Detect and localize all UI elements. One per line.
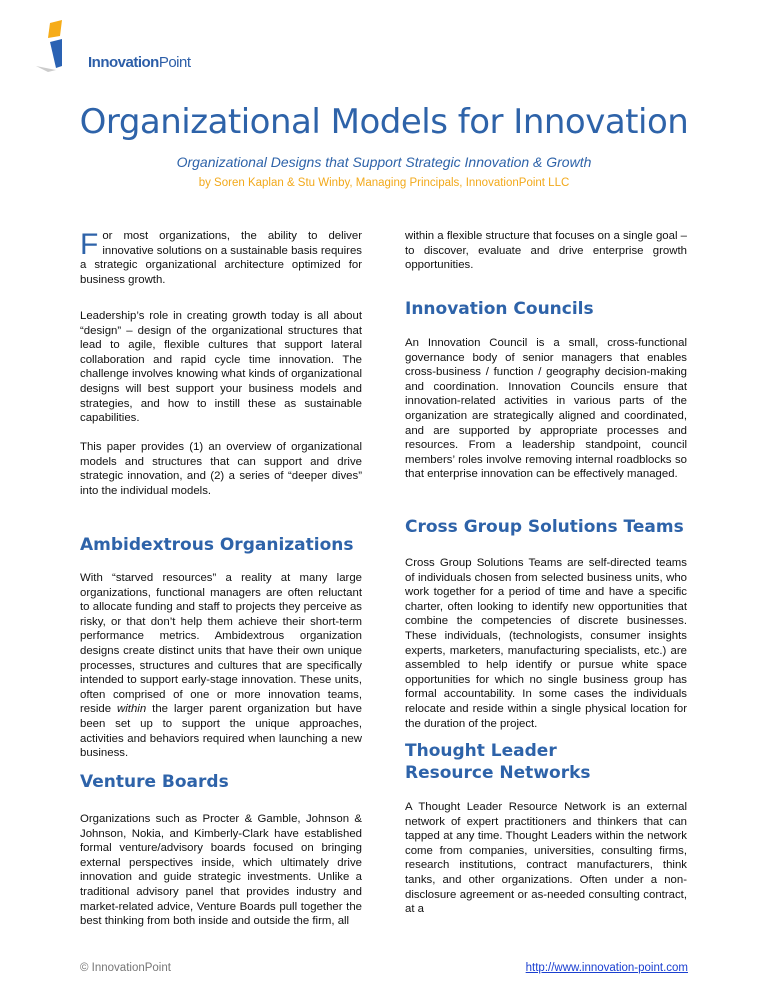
heading-cross-group: Cross Group Solutions Teams xyxy=(405,517,684,537)
venture-boards-continued: within a flexible structure that focuses on a single goal – to discover, evaluate and drive enterprise growth opportunities. xyxy=(405,230,687,272)
subtitle: Organizational Designs that Support Strategic Innovation & Growth xyxy=(176,154,592,170)
heading-thought-leader: Thought Leader Resource Networks xyxy=(405,741,591,783)
heading-ambidextrous: Ambidextrous Organizations xyxy=(80,535,354,555)
footer-website-link[interactable]: http://www.innovation-point.com xyxy=(525,962,688,974)
drop-cap: F xyxy=(80,228,99,261)
intro-paragraph-1: For most organizations, the ability to deliver innovative solutions on a sustainable basis requires a strategic organizational architecture optimized for business growth. xyxy=(80,228,362,286)
thought-leader-body: A Thought Leader Resource Network is an external network of expert practitioners and thinkers that can tapped at any time. Thought Leaders within the network come from companies, universities, consulting firms, research institutions, contract manufacturers, think tanks, and other organizations. Often under a non-disclosure agreement or as-needed consulting contract, at a xyxy=(405,801,687,916)
innovation-councils-body: An Innovation Council is a small, cross-functional governance body of senior managers that enables cross-business / function / geography decision-making and coordination. Innovation Councils ensure that innovation-related activities in various parts of the organization are strategically aligned and coordinated, and are supported by appropriate processes and resources. From a leadership standpoint, council members’ roles involve removing internal roadblocks so that enterprise innovation can be effectively managed. xyxy=(405,337,687,481)
footer-copyright: © InnovationPoint xyxy=(80,962,171,974)
logo-mark-icon xyxy=(30,18,90,78)
cross-group-body: Cross Group Solutions Teams are self-directed teams of individuals chosen from selected business units, who work together for a period of time and have a specific charter, often looking to identify new opportunities that combine the competencies of discrete businesses. These individuals, (technologists, consumer insights experts, marketers, manufacturing specialists, etc.) are assembled to help identify or pursue white space opportunities for which no single business group has formal accountability. In some cases the individuals relocate and reside within a single physical location for the duration of the project. xyxy=(405,557,687,730)
ambidextrous-body: With “starved resources” a reality at many large organizations, functional managers are often reluctant to allocate funding and staff to projects they perceive as risky, or that don’t help them achieve their short-term performance metrics. Ambidextrous organization designs create distinct units that have their own unique processes, structures and cultures that are specifically intended to support early-stage innovation. These units, often comprised of one or more innovation teams, reside within the larger parent organization but have been set up to support the unique approaches, activities and behaviors required when launching a new business. xyxy=(80,572,362,760)
logo-wordmark: InnovationPoint xyxy=(88,54,191,71)
byline: by Soren Kaplan & Stu Winby, Managing Principals, InnovationPoint LLC xyxy=(198,177,570,189)
innovationpoint-logo xyxy=(30,18,200,78)
heading-venture-boards: Venture Boards xyxy=(80,772,229,792)
heading-innovation-councils: Innovation Councils xyxy=(405,299,594,319)
venture-boards-body: Organizations such as Procter & Gamble, Johnson & Johnson, Nokia, and Kimberly-Clark have established formal venture/advisory boards focused on bringing external perspectives inside, which ultimately drive innovation and guide strategic investments. Unlike a traditional advisory panel that provides industry and market-related advice, Venture Boards pull together the best thinking from both inside and outside the firm, all xyxy=(80,813,362,928)
page-title: Organizational Models for Innovation xyxy=(79,102,689,142)
intro-paragraph-3: This paper provides (1) an overview of organizational models and structures that can support and drive strategic innovation, and (2) a series of “deeper dives” into the individual models. xyxy=(80,441,362,497)
intro-paragraph-2: Leadership’s role in creating growth today is all about “design” – design of the organizational structures that lead to agile, flexible cultures that support lateral collaboration and rapid cycle time innovation. The challenge involves knowing what kinds of organizational designs will best support your business models and strategies, and how to instill these as sustainable capabilities. xyxy=(80,310,362,425)
